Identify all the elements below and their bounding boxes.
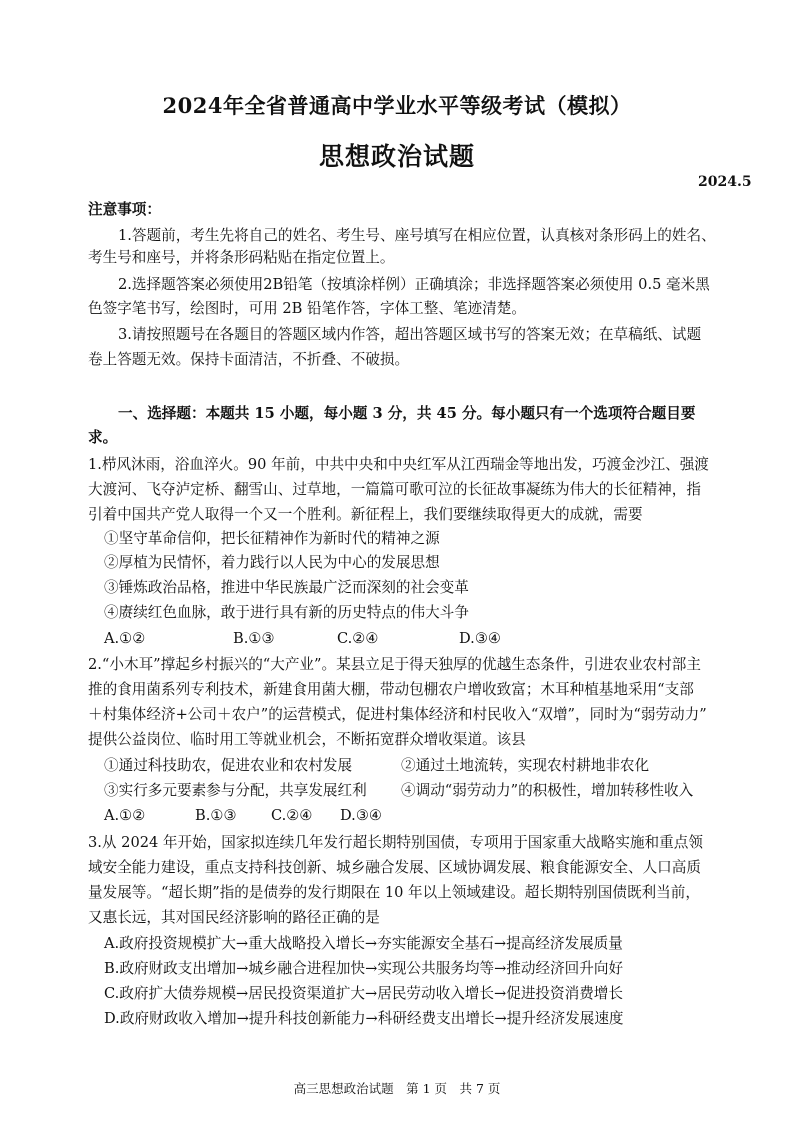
answer-option: A.①②: [104, 807, 146, 824]
question-stem: 推的食用菌系列专利技术，新建食用菌大棚，带动包棚农户增收致富；木耳种植基地采用“支部: [88, 681, 694, 698]
answer-option: D.③④: [340, 807, 382, 824]
notice-line: 考生号和座号，并将条形码粘贴在指定位置上。: [88, 249, 395, 266]
answer-option: C.②④: [337, 630, 379, 647]
statement-item: ③锤炼政治品格，推进中华民族最广泛而深刻的社会变革: [104, 579, 469, 596]
question-stem: 引着中国共产党人取得一个又一个胜利。新征程上，我们要继续取得更大的成就，需要: [88, 506, 643, 523]
answer-option: A.①②: [104, 630, 146, 647]
answer-option: C.政府扩大债券规模→居民投资渠道扩大→居民劳动收入增长→促进投资消费增长: [104, 985, 623, 1002]
question-stem: 2.“小木耳”撑起乡村振兴的“大产业”。某县立足于得天独厚的优越生态条件，引进农业农村部主: [88, 656, 701, 673]
statement-item: ②厚植为民情怀，着力践行以人民为中心的发展思想: [104, 554, 440, 571]
statement-item: ④赓续红色血脉，敢于进行具有新的历史特点的伟大斗争: [104, 604, 469, 621]
question-stem: ＋村集体经济+公司＋农户”的运营模式，促进村集体经济和村民收入“双增”，同时为“弱劳动力”: [88, 706, 707, 723]
statement-item: ①通过科技助农，促进农业和农村发展: [104, 757, 353, 774]
answer-option: D.政府财政收入增加→提升科技创新能力→科研经费支出增长→提升经济发展速度: [104, 1010, 624, 1027]
answer-option: C.②④: [271, 807, 313, 824]
section-heading: 求。: [88, 429, 118, 446]
section-heading: 一、选择题：本题共 15 小题，每小题 3 分，共 45 分。每小题只有一个选项符合题目要: [118, 405, 696, 422]
answer-option: B.①③: [195, 807, 237, 824]
notice-line: 2.选择题答案必须使用2B铅笔（按填涂样例）正确填涂；非选择题答案必须使用 0.5 毫米黑: [118, 276, 710, 293]
statement-item: ③实行多元要素参与分配，共享发展红利: [104, 782, 367, 799]
question-stem: 1.栉风沐雨，浴血淬火。90 年前，中共中央和中央红军从江西瑞金等地出发，巧渡金沙江、强渡: [88, 456, 709, 473]
question-stem: 量发展等。“超长期”指的是债券的发行期限在 10 年以上领域建设。超长期特别国债既利当前，: [88, 884, 700, 901]
question-stem: 又惠长远，其对国民经济影响的路径正确的是: [88, 909, 380, 926]
exam-subject-title: 思想政治试题: [318, 142, 475, 171]
notice-heading: 注意事项：: [88, 201, 161, 218]
page-footer: 高三思想政治试题 第 1 页 共 7 页: [293, 1081, 501, 1096]
notice-line: 卷上答题无效。保持卡面清洁，不折叠、不破损。: [88, 351, 410, 368]
question-stem: 提供公益岗位、临时用工等就业机会，不断拓宽群众增收渠道。该县: [88, 731, 526, 748]
answer-option: D.③④: [459, 630, 501, 647]
answer-option: B.①③: [233, 630, 275, 647]
statement-item: ④调动“弱劳动力”的积极性，增加转移性收入: [401, 782, 694, 799]
answer-option: A.政府投资规模扩大→重大战略投入增长→夯实能源安全基石→提高经济发展质量: [104, 935, 623, 952]
exam-title: 2024年全省普通高中学业水平等级考试（模拟）: [162, 93, 632, 118]
question-stem: 域安全能力建设，重点支持科技创新、城乡融合发展、区域协调发展、粮食能源安全、人口高质: [88, 859, 701, 876]
question-stem: 3.从 2024 年开始，国家拟连续几年发行超长期特别国债，专项用于国家重大战略实施和重点领: [88, 834, 703, 851]
answer-option: B.政府财政支出增加→城乡融合进程加快→实现公共服务均等→推动经济回升向好: [104, 960, 624, 977]
notice-line: 色签字笔书写，绘图时，可用 2B 铅笔作答，字体工整、笔迹清楚。: [88, 300, 526, 317]
question-stem: 大渡河、飞夺泸定桥、翻雪山、过草地，一篇篇可歌可泣的长征故事凝练为伟大的长征精神，指: [88, 481, 701, 498]
notice-line: 1.答题前，考生先将自己的姓名、考生号、座号填写在相应位置，认真核对条形码上的姓名、: [118, 227, 716, 244]
statement-item: ②通过土地流转，实现农村耕地非农化: [401, 757, 650, 774]
statement-item: ①坚守革命信仰，把长征精神作为新时代的精神之源: [104, 530, 440, 547]
exam-date: 2024.5: [698, 174, 752, 190]
notice-line: 3.请按照题号在各题目的答题区域内作答，超出答题区域书写的答案无效；在草稿纸、试题: [118, 326, 702, 343]
